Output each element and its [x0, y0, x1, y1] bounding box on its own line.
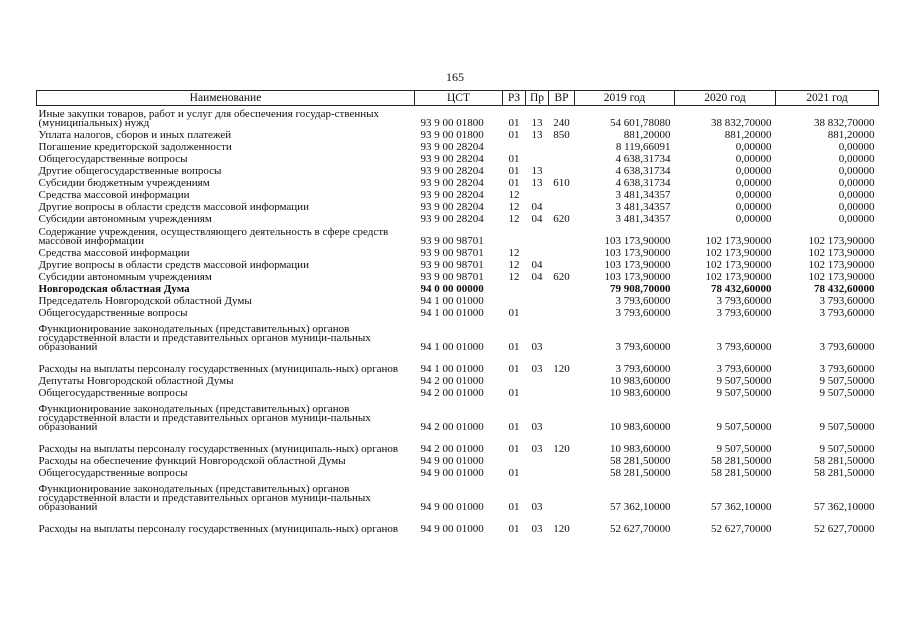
row-cst: 93 9 00 98701: [420, 271, 484, 282]
row-rz: 01: [508, 307, 520, 318]
row-name: Расходы на выплаты персоналу государственных (муниципаль-ных) органов: [38, 523, 399, 534]
row-2019: 3 481,34357: [615, 213, 671, 224]
row-pr: 13: [531, 129, 543, 140]
row-cst: 93 9 00 98701: [420, 259, 484, 270]
row-rz: [503, 224, 526, 246]
row-name: Другие вопросы в области средств массовой информации: [38, 259, 309, 270]
row-2020: 9 507,50000: [716, 387, 772, 398]
row-rz: 01: [508, 117, 520, 128]
row-pr: 13: [531, 177, 543, 188]
row-name: Средства массовой информации: [38, 247, 190, 258]
table-row: [37, 164, 879, 176]
row-name: Другие общегосударственные вопросы: [38, 165, 222, 176]
row-2021: 9 507,50000: [819, 375, 875, 386]
row-rz: 01: [508, 523, 520, 534]
row-pr: [526, 224, 549, 246]
row-rz: [503, 454, 526, 466]
row-2019: 3 793,60000: [615, 307, 671, 318]
row-2021: 3 793,60000: [819, 341, 875, 352]
table-row: [37, 466, 879, 478]
row-vr: [549, 398, 575, 432]
row-name: Функционирование законодательных (представительных) органов государственной власти и представительных органов муници-пальных образований: [38, 323, 371, 352]
row-vr: [549, 140, 575, 152]
row-2021: 3 793,60000: [819, 295, 875, 306]
table-row: [37, 176, 879, 188]
row-rz: [503, 282, 526, 294]
row-2019: 3 481,34357: [615, 201, 671, 212]
row-name: Расходы на обеспечение функций Новгородской областной Думы: [38, 455, 346, 466]
row-2021: 0,00000: [838, 213, 875, 224]
row-2021: 38 832,70000: [814, 117, 875, 128]
row-2021: 58 281,50000: [814, 455, 875, 466]
header-2021: 2021 год: [776, 91, 879, 106]
row-name: Расходы на выплаты персоналу государственных (муниципаль-ных) органов: [38, 443, 399, 454]
row-pr: [526, 140, 549, 152]
budget-table: [36, 90, 879, 534]
row-2020: 78 432,60000: [711, 283, 772, 294]
row-2020: 57 362,10000: [711, 501, 772, 512]
table-row: [37, 188, 879, 200]
row-2019: 57 362,10000: [610, 501, 671, 512]
row-vr: [549, 478, 575, 512]
row-2021: 0,00000: [838, 165, 875, 176]
row-name: Содержание учреждения, осуществляющего деятельность в сфере средств массовой информации: [38, 226, 389, 246]
row-pr: 04: [531, 201, 543, 212]
row-2019: 3 481,34357: [615, 189, 671, 200]
row-cst: 94 1 00 01000: [420, 307, 484, 318]
row-2019: 10 983,60000: [610, 387, 671, 398]
row-name: Новгородская областная Дума: [38, 283, 190, 294]
row-2021: 52 627,70000: [814, 523, 875, 534]
row-vr: 620: [553, 213, 570, 224]
row-vr: 120: [553, 523, 570, 534]
row-vr: [549, 454, 575, 466]
row-cst: 94 2 00 01000: [420, 443, 484, 454]
table-row: [37, 512, 879, 534]
header-pr: Пр: [526, 91, 549, 106]
row-name: Уплата налогов, сборов и иных платежей: [38, 129, 232, 140]
row-cst: 93 9 00 28204: [420, 213, 484, 224]
row-2020: 58 281,50000: [711, 455, 772, 466]
row-2021: 9 507,50000: [819, 421, 875, 432]
row-2021: 0,00000: [838, 153, 875, 164]
row-name: Погашение кредиторской задолженности: [38, 141, 232, 152]
row-2020: 58 281,50000: [711, 467, 772, 478]
row-pr: [526, 386, 549, 398]
row-vr: [549, 294, 575, 306]
row-cst: 94 9 00 01000: [420, 455, 484, 466]
row-rz: 01: [508, 341, 520, 352]
table-row: [37, 432, 879, 454]
table-row: [37, 386, 879, 398]
row-2020: 3 793,60000: [716, 307, 772, 318]
row-vr: [549, 200, 575, 212]
row-pr: 03: [531, 363, 543, 374]
row-2021: 0,00000: [838, 177, 875, 188]
row-rz: 01: [508, 165, 520, 176]
row-cst: 94 1 00 01000: [420, 363, 484, 374]
row-vr: [549, 318, 575, 352]
row-pr: 04: [531, 213, 543, 224]
row-name: Общегосударственные вопросы: [38, 153, 188, 164]
row-name: Общегосударственные вопросы: [38, 307, 188, 318]
row-cst: 93 9 00 28204: [420, 141, 484, 152]
table-row: [37, 270, 879, 282]
row-2020: 3 793,60000: [716, 341, 772, 352]
table-row: [37, 478, 879, 512]
row-cst: 94 2 00 01000: [420, 421, 484, 432]
row-2019: 10 983,60000: [610, 375, 671, 386]
row-pr: 04: [531, 271, 543, 282]
row-cst: 93 9 00 28204: [420, 177, 484, 188]
row-pr: 13: [531, 165, 543, 176]
row-vr: [549, 224, 575, 246]
row-2021: 9 507,50000: [819, 387, 875, 398]
row-vr: [549, 152, 575, 164]
row-rz: 01: [508, 443, 520, 454]
row-vr: 620: [553, 271, 570, 282]
row-name: Председатель Новгородской областной Думы: [38, 295, 252, 306]
table-row: [37, 200, 879, 212]
row-pr: 04: [531, 259, 543, 270]
row-2020: 9 507,50000: [716, 375, 772, 386]
header-2020: 2020 год: [675, 91, 776, 106]
row-2020: 881,20000: [724, 129, 772, 140]
row-2020: 52 627,70000: [711, 523, 772, 534]
row-2019: 103 173,90000: [604, 259, 671, 270]
row-pr: [526, 294, 549, 306]
row-2019: 103 173,90000: [604, 271, 671, 282]
table-row: [37, 306, 879, 318]
row-2021: 102 173,90000: [808, 271, 875, 282]
row-vr: 850: [553, 129, 570, 140]
row-2019: 103 173,90000: [604, 247, 671, 258]
row-rz: 01: [508, 153, 520, 164]
row-2021: 9 507,50000: [819, 443, 875, 454]
row-2020: 102 173,90000: [705, 247, 772, 258]
row-cst: 93 9 00 28204: [420, 165, 484, 176]
row-name: Расходы на выплаты персоналу государственных (муниципаль-ных) органов: [38, 363, 399, 374]
row-rz: 12: [508, 271, 520, 282]
row-rz: 01: [508, 501, 520, 512]
page-number: 165: [446, 70, 464, 84]
row-2021: 102 173,90000: [808, 235, 875, 246]
row-vr: 610: [553, 177, 570, 188]
table-row: [37, 454, 879, 466]
row-pr: 03: [531, 421, 543, 432]
row-rz: 01: [508, 467, 520, 478]
row-cst: 94 2 00 01000: [420, 375, 484, 386]
row-2020: 0,00000: [735, 213, 772, 224]
row-pr: [526, 306, 549, 318]
row-rz: 12: [508, 189, 520, 200]
table-row: [37, 152, 879, 164]
row-2021: 57 362,10000: [814, 501, 875, 512]
row-rz: 12: [508, 247, 520, 258]
row-2020: 102 173,90000: [705, 259, 772, 270]
row-2021: 0,00000: [838, 141, 875, 152]
row-2021: 881,20000: [827, 129, 875, 140]
row-cst: 94 9 00 01000: [420, 467, 484, 478]
row-name: Субсидии бюджетным учреждениям: [38, 177, 210, 188]
row-2019: 881,20000: [623, 129, 671, 140]
header-cst: ЦСТ: [415, 91, 503, 106]
table-row: [37, 258, 879, 270]
row-cst: 93 9 00 98701: [420, 247, 484, 258]
row-2019: 3 793,60000: [615, 341, 671, 352]
row-cst: 93 9 00 28204: [420, 153, 484, 164]
row-cst: 94 9 00 01000: [420, 501, 484, 512]
row-2020: 0,00000: [735, 177, 772, 188]
row-pr: [526, 246, 549, 258]
row-2020: 102 173,90000: [705, 271, 772, 282]
row-cst: 93 9 00 98701: [420, 235, 484, 246]
row-2019: 58 281,50000: [610, 467, 671, 478]
row-name: Депутаты Новгородской областной Думы: [38, 375, 234, 386]
table-row: [37, 374, 879, 386]
row-name: Средства массовой информации: [38, 189, 190, 200]
row-rz: 01: [508, 387, 520, 398]
row-pr: 03: [531, 341, 543, 352]
row-name: Общегосударственные вопросы: [38, 467, 188, 478]
row-2021: 78 432,60000: [814, 283, 875, 294]
row-2021: 0,00000: [838, 201, 875, 212]
row-rz: 12: [508, 201, 520, 212]
row-2020: 0,00000: [735, 201, 772, 212]
row-pr: 13: [531, 117, 543, 128]
row-2019: 8 119,66091: [615, 141, 671, 152]
row-2020: 0,00000: [735, 153, 772, 164]
row-2021: 3 793,60000: [819, 307, 875, 318]
row-rz: [503, 374, 526, 386]
row-pr: [526, 188, 549, 200]
row-2020: 9 507,50000: [716, 443, 772, 454]
row-name: Субсидии автономным учреждениям: [38, 271, 212, 282]
table-row: [37, 106, 879, 129]
table-row: [37, 246, 879, 258]
row-2020: 38 832,70000: [711, 117, 772, 128]
row-vr: [549, 164, 575, 176]
table-row: [37, 398, 879, 432]
row-cst: 94 9 00 01000: [420, 523, 484, 534]
row-cst: 93 9 00 01800: [420, 129, 484, 140]
row-2021: 0,00000: [838, 189, 875, 200]
row-vr: [549, 246, 575, 258]
row-name: Функционирование законодательных (представительных) органов государственной власти и представительных органов муници-пальных образований: [38, 483, 371, 512]
row-vr: [549, 466, 575, 478]
row-name: Другие вопросы в области средств массовой информации: [38, 201, 309, 212]
row-2019: 54 601,78080: [610, 117, 671, 128]
table-header-row: [37, 91, 879, 106]
row-2020: 3 793,60000: [716, 295, 772, 306]
row-vr: [549, 374, 575, 386]
row-2019: 103 173,90000: [604, 235, 671, 246]
header-rz: РЗ: [503, 91, 526, 106]
row-2019: 79 908,70000: [610, 283, 671, 294]
row-2019: 3 793,60000: [615, 295, 671, 306]
row-2021: 102 173,90000: [808, 259, 875, 270]
table-row: [37, 318, 879, 352]
row-vr: [549, 306, 575, 318]
row-cst: 93 9 00 28204: [420, 189, 484, 200]
row-pr: 03: [531, 523, 543, 534]
row-cst: 94 2 00 01000: [420, 387, 484, 398]
table-row: [37, 212, 879, 224]
row-cst: 93 9 00 01800: [420, 117, 484, 128]
row-2020: 0,00000: [735, 189, 772, 200]
row-2019: 4 638,31734: [615, 177, 671, 188]
row-pr: 03: [531, 443, 543, 454]
row-vr: 120: [553, 443, 570, 454]
row-2019: 10 983,60000: [610, 421, 671, 432]
row-vr: 240: [553, 117, 570, 128]
row-rz: 01: [508, 421, 520, 432]
row-rz: 01: [508, 177, 520, 188]
row-pr: [526, 374, 549, 386]
row-pr: [526, 454, 549, 466]
row-2019: 58 281,50000: [610, 455, 671, 466]
header-vr: ВР: [549, 91, 575, 106]
row-rz: 01: [508, 129, 520, 140]
row-cst: 94 0 00 00000: [420, 283, 484, 294]
header-name: Наименование: [37, 91, 415, 106]
row-name: Иные закупки товаров, работ и услуг для обеспечения государ-ственных (муниципальных) нужд: [38, 108, 380, 128]
row-2019: 52 627,70000: [610, 523, 671, 534]
row-2020: 0,00000: [735, 165, 772, 176]
row-rz: 12: [508, 259, 520, 270]
row-name: Субсидии автономным учреждениям: [38, 213, 212, 224]
table-row: [37, 140, 879, 152]
row-pr: [526, 466, 549, 478]
row-2019: 4 638,31734: [615, 153, 671, 164]
row-vr: 120: [553, 363, 570, 374]
row-cst: 94 1 00 01000: [420, 341, 484, 352]
row-pr: [526, 282, 549, 294]
row-2021: 58 281,50000: [814, 467, 875, 478]
row-2020: 0,00000: [735, 141, 772, 152]
row-rz: 12: [508, 213, 520, 224]
row-rz: [503, 140, 526, 152]
row-pr: 03: [531, 501, 543, 512]
row-name: Функционирование законодательных (представительных) органов государственной власти и представительных органов муници-пальных образований: [38, 403, 371, 432]
row-vr: [549, 282, 575, 294]
header-2019: 2019 год: [575, 91, 675, 106]
row-rz: [503, 294, 526, 306]
row-2020: 3 793,60000: [716, 363, 772, 374]
table-row: [37, 294, 879, 306]
row-vr: [549, 258, 575, 270]
row-2021: 3 793,60000: [819, 363, 875, 374]
table-row-total: [37, 282, 879, 294]
row-2019: 10 983,60000: [610, 443, 671, 454]
table-row: [37, 224, 879, 246]
row-cst: 94 1 00 01000: [420, 295, 484, 306]
row-2020: 102 173,90000: [705, 235, 772, 246]
row-2020: 9 507,50000: [716, 421, 772, 432]
row-2019: 4 638,31734: [615, 165, 671, 176]
row-2019: 3 793,60000: [615, 363, 671, 374]
row-pr: [526, 152, 549, 164]
row-name: Общегосударственные вопросы: [38, 387, 188, 398]
row-2021: 102 173,90000: [808, 247, 875, 258]
row-vr: [549, 386, 575, 398]
table-row: [37, 128, 879, 140]
row-cst: 93 9 00 28204: [420, 201, 484, 212]
row-vr: [549, 188, 575, 200]
table-row: [37, 352, 879, 374]
row-rz: 01: [508, 363, 520, 374]
